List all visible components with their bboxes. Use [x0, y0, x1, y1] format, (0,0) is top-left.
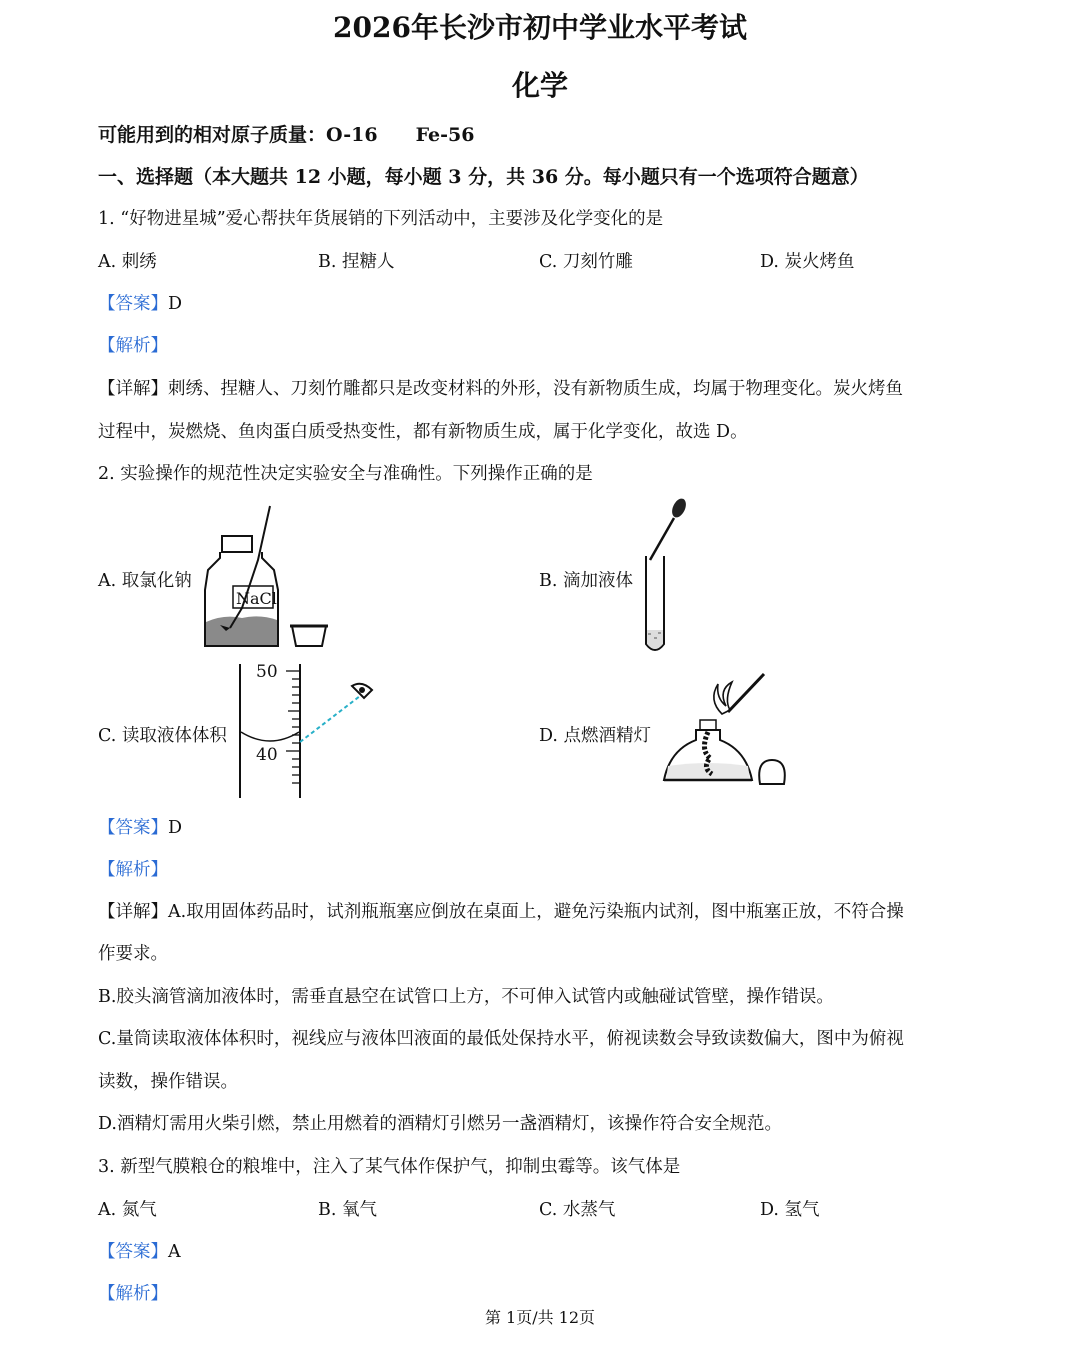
q2-option-b: B. 滴加液体 [539, 571, 633, 591]
q1-answer-row [98, 290, 182, 315]
nacl-label: NaCl [236, 589, 277, 608]
page-number: 第 1页/共 12页 [484, 1308, 596, 1327]
subject-title: 化学 [511, 69, 568, 102]
answer-tag: 【答案】 [98, 1242, 168, 1262]
q2-option-c: C. 读取液体体积 [98, 726, 227, 746]
q3-option-d: D. 氢气 [760, 1200, 820, 1220]
q2-analysis-tag: 【解析】 [98, 860, 168, 880]
q3-option-b: B. 氧气 [318, 1200, 377, 1220]
q2-option-a: A. 取氯化钠 [98, 571, 192, 591]
q1-detail-text: 刺绣、捏糖人、刀刻竹雕都只是改变材料的外形，没有新物质生成，均属于物理变化。炭火烤鱼 [168, 379, 903, 399]
q3-option-c: C. 水蒸气 [539, 1200, 616, 1220]
q1-detail-line1 [98, 375, 903, 400]
q2-detail-a-text: A.取用固体药品时，试剂瓶瓶塞应倒放在桌面上，避免污染瓶内试剂，图中瓶塞正放，不符合操 [168, 902, 904, 922]
q2-answer-row [98, 814, 182, 839]
alcohol-lamp-figure [660, 670, 810, 796]
q2-stem: 2. 实验操作的规范性决定实验安全与准确性。下列操作正确的是 [98, 464, 593, 484]
q2-answer: D [168, 818, 183, 838]
detail-tag: 【详解】 [98, 379, 168, 399]
dropper-test-tube-figure [640, 498, 690, 656]
tick-label-50: 50 [256, 662, 278, 682]
answer-tag: 【答案】 [98, 294, 168, 314]
q2-detail-c-line2: 读数，操作错误。 [98, 1072, 238, 1092]
q2-detail-a-line1 [98, 898, 904, 923]
q2-detail-a-line2: 作要求。 [98, 944, 168, 964]
q2-option-d: D. 点燃酒精灯 [539, 726, 652, 746]
q2-detail-c-line1: C.量筒读取液体体积时，视线应与液体凹液面的最低处保持水平，俯视读数会导致读数偏大，图中为俯视 [98, 1029, 904, 1049]
q3-answer-row [98, 1238, 181, 1263]
atomic-mass-line: 可能用到的相对原子质量：O-16 Fe-56 [98, 124, 475, 146]
graduated-cylinder-figure [228, 660, 378, 802]
q1-stem: 1. “好物进星城”爱心帮扶年货展销的下列活动中，主要涉及化学变化的是 [98, 209, 664, 229]
q2-detail-b: B.胶头滴管滴加液体时，需垂直悬空在试管口上方，不可伸入试管内或触碰试管壁，操作错误。 [98, 987, 834, 1007]
q3-answer: A [168, 1242, 181, 1262]
exam-title: 2026年长沙市初中学业水平考试 [333, 11, 747, 44]
detail-tag: 【详解】 [98, 902, 168, 922]
tick-label-40: 40 [256, 745, 278, 765]
q1-analysis-tag: 【解析】 [98, 336, 168, 356]
q1-answer: D [168, 294, 183, 314]
q1-option-a: A. 刺绣 [98, 252, 157, 272]
section-one-heading: 一、选择题（本大题共 12 小题，每小题 3 分，共 36 分。每小题只有一个选项符合题意） [98, 166, 869, 188]
q3-analysis-tag: 【解析】 [98, 1284, 168, 1304]
answer-tag: 【答案】 [98, 818, 168, 838]
q2-detail-d: D.酒精灯需用火柴引燃，禁止用燃着的酒精灯引燃另一盏酒精灯，该操作符合安全规范。 [98, 1114, 782, 1134]
q3-stem: 3. 新型气膜粮仓的粮堆中，注入了某气体作保护气，抑制虫霉等。该气体是 [98, 1157, 681, 1177]
q1-option-b: B. 捏糖人 [318, 252, 395, 272]
q1-option-c: C. 刀刻竹雕 [539, 252, 633, 272]
nacl-bottle-figure [200, 500, 335, 652]
q1-option-d: D. 炭火烤鱼 [760, 252, 855, 272]
q1-detail-line2: 过程中，炭燃烧、鱼肉蛋白质受热变性，都有新物质生成，属于化学变化，故选 D。 [98, 422, 748, 442]
q3-option-a: A. 氮气 [98, 1200, 157, 1220]
